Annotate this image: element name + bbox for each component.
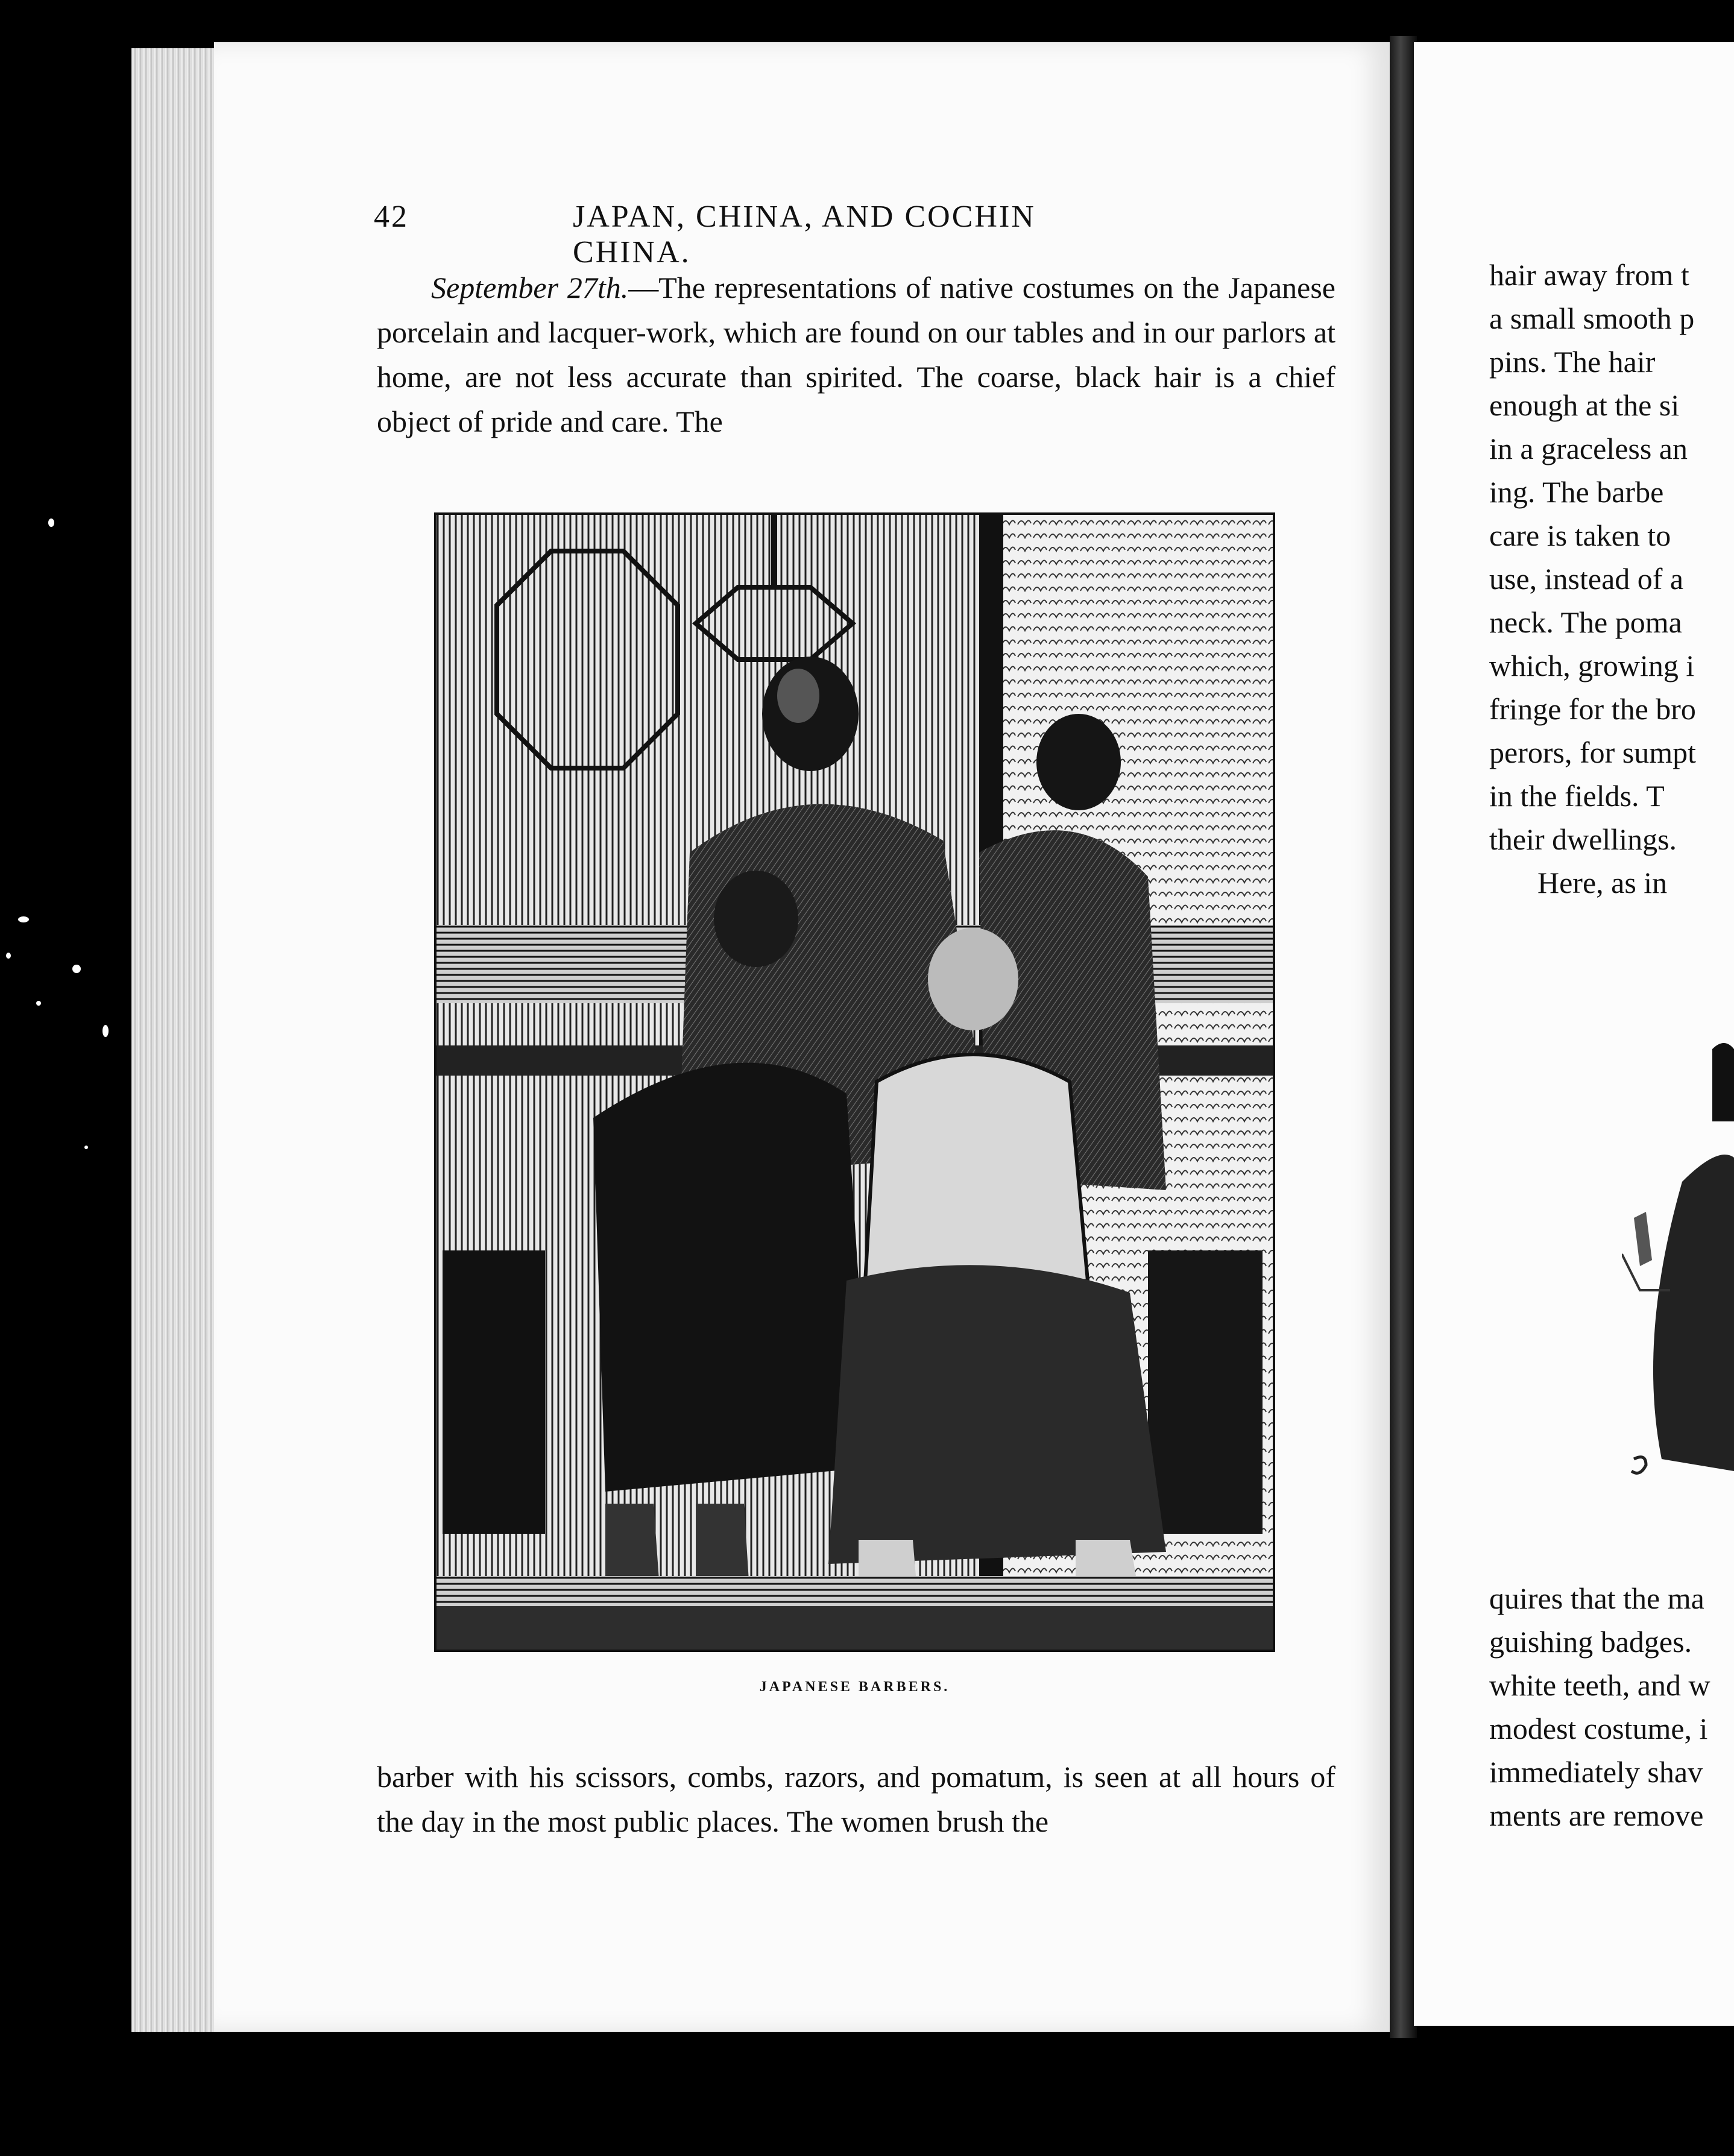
running-head bbox=[374, 199, 1158, 270]
engraving-japanese-barbers bbox=[434, 512, 1275, 1652]
engraving-art bbox=[437, 515, 1273, 1650]
text-line: fringe for the bro bbox=[1489, 692, 1696, 726]
right-page-bottom-text bbox=[1489, 1577, 1734, 1837]
header-title: JAPAN, CHINA, AND COCHIN CHINA. bbox=[573, 200, 1036, 270]
text-line: perors, for sumpt bbox=[1489, 736, 1696, 769]
book-gutter bbox=[1390, 36, 1417, 2038]
figure-caption: JAPANESE BARBERS. bbox=[759, 1679, 950, 1695]
text-line: modest costume, i bbox=[1489, 1712, 1708, 1745]
right-page-illustration-fragment bbox=[1622, 1025, 1734, 1495]
page-edges bbox=[131, 48, 222, 2032]
continuation-paragraph bbox=[377, 1754, 1335, 1844]
page-number: 42 bbox=[374, 200, 409, 234]
text-line: pins. The hair bbox=[1489, 345, 1656, 379]
text-line: their dwellings. bbox=[1489, 822, 1677, 856]
text-line: guishing badges. bbox=[1489, 1625, 1692, 1659]
text-line: quires that the ma bbox=[1489, 1581, 1704, 1615]
entry-date: September 27th. bbox=[431, 271, 629, 304]
text-line: enough at the si bbox=[1489, 388, 1680, 422]
text-line: a small smooth p bbox=[1489, 301, 1695, 335]
text-line: which, growing i bbox=[1489, 649, 1695, 682]
intro-text: —The representations of native costumes on the Japanese porcelain and lacquer-work, which are found on our tables and in our parlors at home, are not less accurate than spirited. The coarse, black hair is a chief object of pride and care. The bbox=[377, 271, 1335, 438]
text-line: ments are remove bbox=[1489, 1798, 1704, 1832]
text-line: Here, as in bbox=[1537, 866, 1668, 900]
right-page-top-text bbox=[1489, 253, 1734, 904]
text-line: use, instead of a bbox=[1489, 562, 1684, 596]
text-line: in a graceless an bbox=[1489, 432, 1688, 465]
text-line: hair away from t bbox=[1489, 258, 1689, 292]
text-line: immediately shav bbox=[1489, 1755, 1703, 1789]
text-line: in the fields. T bbox=[1489, 779, 1665, 813]
continuation-text: barber with his scissors, combs, razors, and pomatum, is seen at all hours of the day in the most public places. The women brush the bbox=[377, 1760, 1335, 1838]
text-line: white teeth, and w bbox=[1489, 1668, 1710, 1702]
text-line: care is taken to bbox=[1489, 519, 1671, 552]
text-line: ing. The barbe bbox=[1489, 475, 1664, 509]
fragment-art bbox=[1622, 1025, 1734, 1495]
intro-paragraph bbox=[377, 265, 1335, 444]
text-line: neck. The poma bbox=[1489, 605, 1682, 639]
